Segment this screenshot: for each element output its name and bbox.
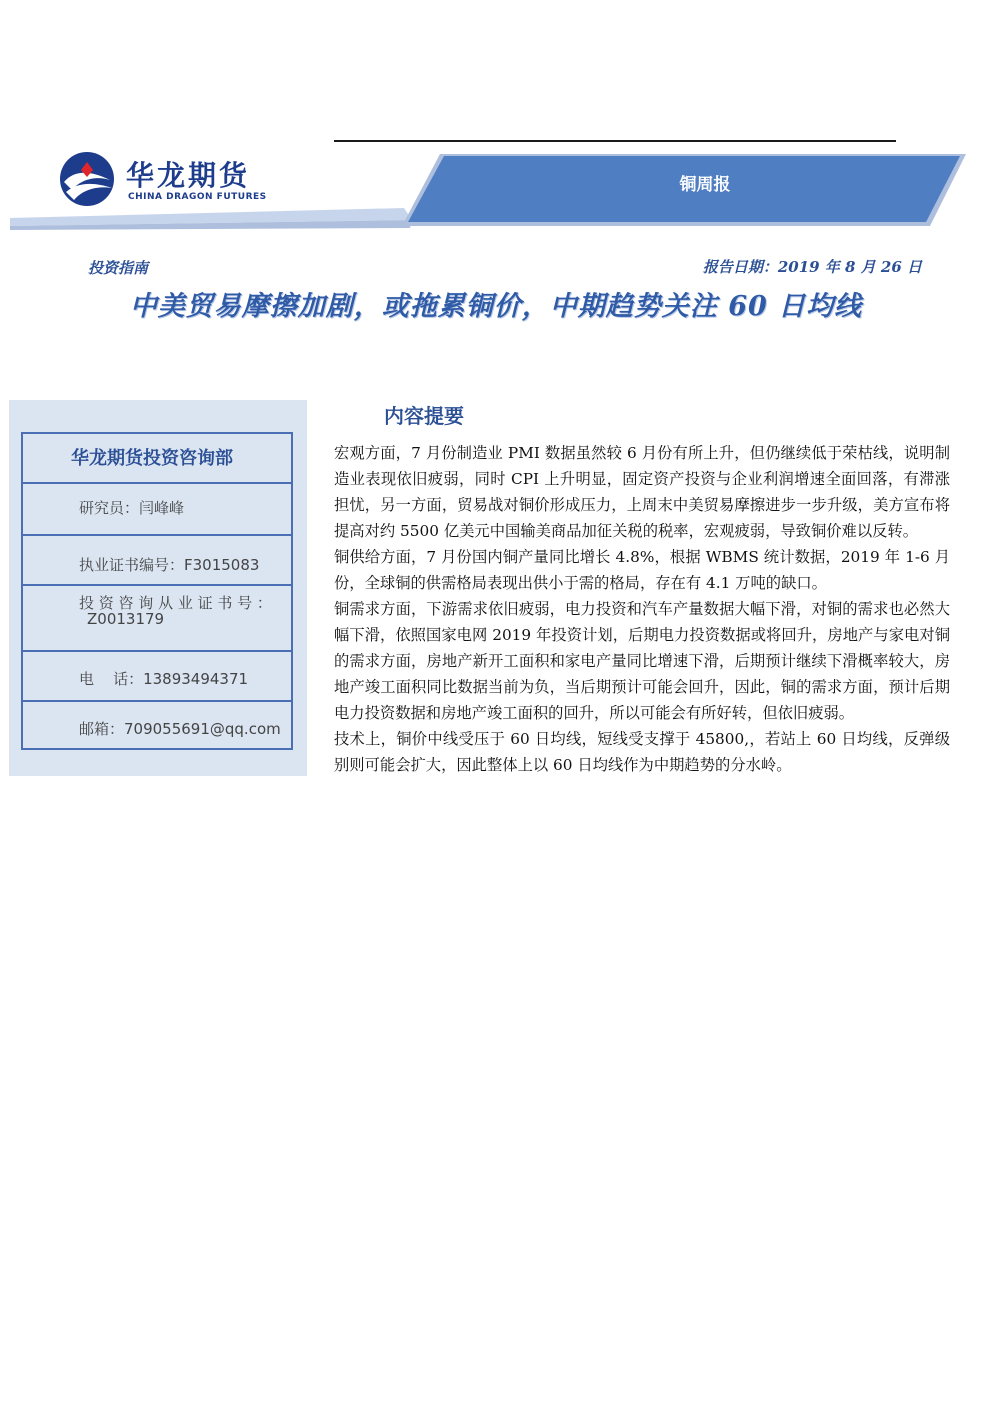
phone-row xyxy=(23,652,291,702)
logo-company-name: 华龙期货 xyxy=(126,159,251,192)
report-type-label: 铜周报 xyxy=(679,175,731,195)
summary-paragraph-macro: 宏观方面，7 月份制造业 PMI 数据虽然较 6 月份有所上升，但仍继续低于荣枯线，说明制造业表现依旧疲弱，同时 CPI 上升明显，固定资产投资与企业利润增速全面回落，有滞涨担忧，另一方面，贸易战对铜价形成压力，上周末中美贸易摩擦进步一步升级，美方宣布将提高对约 5500 亿美元中国输美商品加征关税的税率，宏观疲弱，导致铜价难以反转。 xyxy=(334,444,950,540)
summary-paragraph-demand: 铜需求方面，下游需求依旧疲弱，电力投资和汽车产量数据大幅下滑，对铜的需求也必然大幅下滑，依照国家电网 2019 年投资计划，后期电力投资数据或将回升，房地产与家电对铜的需求方面，房地产新开工面积和家电产量同比增速下滑，后期预计继续下滑概率较大，房地产竣工面积同比数据当前为负，当后期预计可能会回升，因此，铜的需求方面，预计后期电力投资数据和房地产竣工面积的回升，所以可能会有所好转，但依旧疲弱。 xyxy=(334,600,950,722)
analyst-info-box xyxy=(21,432,293,750)
section-tag: 投资指南 xyxy=(88,259,149,277)
summary-paragraph-supply: 铜供给方面，7 月份国内铜产量同比增长 4.8%，根据 WBMS 统计数据，2019 年 1-6 月份，全球铜的供需格局表现出供小于需的格局，存在有 4.1 万吨的缺口。 xyxy=(334,548,950,592)
report-title: 中美贸易摩擦加剧，或拖累铜价，中期趋势关注 60 日均线 xyxy=(129,291,863,322)
dragon-wave-logo-icon xyxy=(58,150,116,208)
license-number: 执业证书编号：F3015083 xyxy=(79,556,260,574)
department-row xyxy=(23,434,291,484)
consult-license-row xyxy=(23,586,291,652)
department-name: 华龙期货投资咨询部 xyxy=(71,448,233,469)
company-logo xyxy=(58,150,318,210)
summary-body xyxy=(334,440,950,778)
analyst-name: 研究员：闫峰峰 xyxy=(79,499,185,517)
license-row xyxy=(23,536,291,586)
phone-number: 电 话：13893494371 xyxy=(79,670,249,688)
header-rule xyxy=(334,140,896,142)
email-row xyxy=(23,702,291,748)
report-date: 报告日期：2019 年 8 月 26 日 xyxy=(702,258,922,276)
consult-license-label: 投 资 咨 询 从 业 证 书 号 ： xyxy=(79,594,272,612)
consult-license-value: Z0013179 xyxy=(87,610,165,628)
analyst-sidebar xyxy=(9,400,307,776)
email-address: 邮箱：709055691@qq.com xyxy=(79,720,281,738)
analyst-row xyxy=(23,484,291,536)
logo-company-name-en: CHINA DRAGON FUTURES xyxy=(128,192,267,202)
summary-heading: 内容提要 xyxy=(384,404,464,428)
summary-paragraph-technical: 技术上，铜价中线受压于 60 日均线，短线受支撑于 45800,，若站上 60 日均线，反弹级别则可能会扩大，因此整体上以 60 日均线作为中期趋势的分水岭。 xyxy=(334,730,950,774)
